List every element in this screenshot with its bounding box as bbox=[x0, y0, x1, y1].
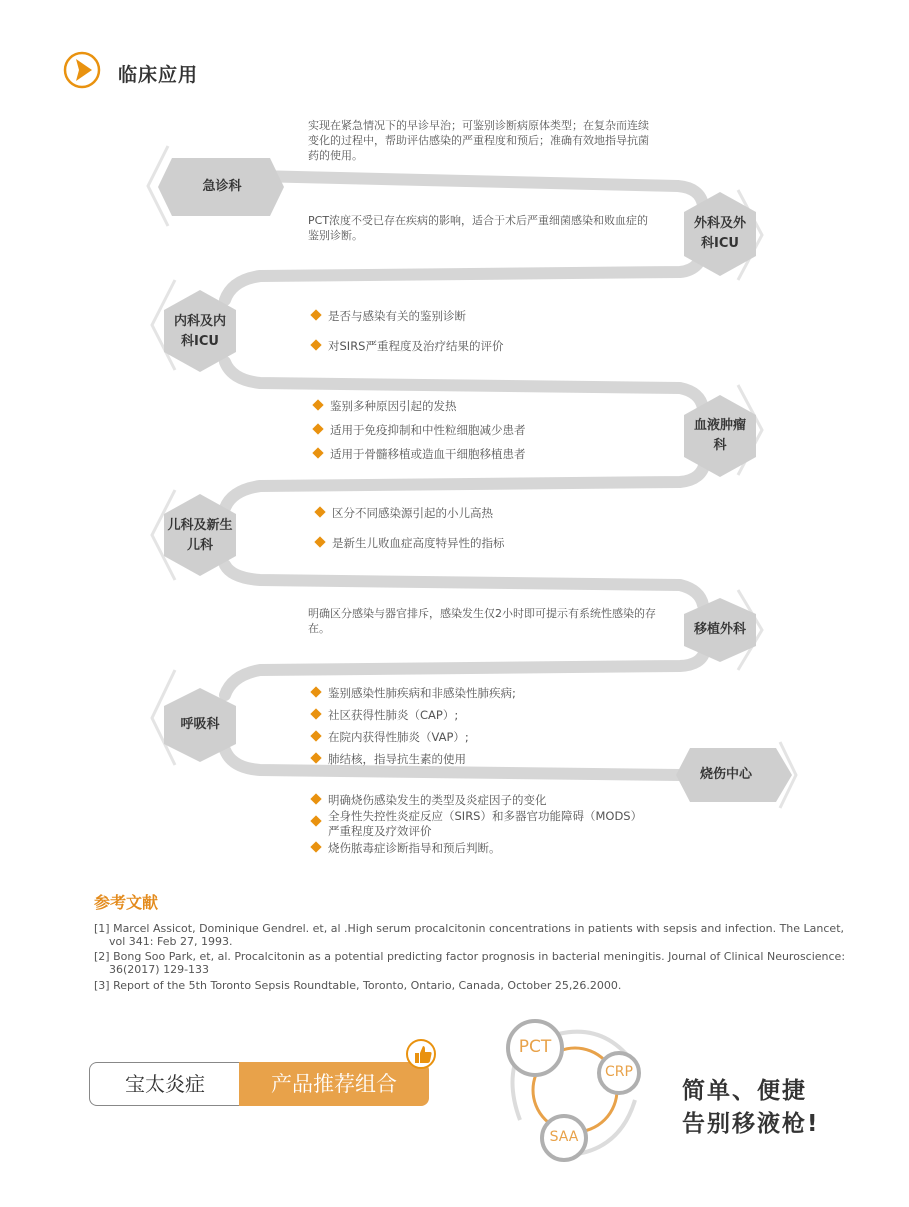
list-item: 是新生儿败血症高度特异性的指标 bbox=[314, 533, 505, 553]
dept-pediatrics: 儿科及新生儿科 bbox=[167, 518, 233, 553]
dept-hematology-oncology: 血液肿瘤科 bbox=[694, 418, 747, 453]
references-title: 参考文献 bbox=[94, 893, 159, 912]
product-cycle-diagram bbox=[500, 1010, 650, 1170]
list-item: 鉴别感染性肺疾病和非感染性肺疾病; bbox=[310, 682, 516, 704]
dept-surgery-icu: 外科及外科ICU bbox=[693, 216, 746, 251]
brand-box: 宝太炎症 bbox=[89, 1062, 240, 1106]
thumbs-up-icon bbox=[405, 1038, 437, 1070]
list-item: 对SIRS严重程度及治疗结果的评价 bbox=[310, 336, 503, 356]
list-item: 在院内获得性肺炎（VAP）; bbox=[310, 726, 516, 748]
reference-item: [3] Report of the 5th Toronto Sepsis Roundtable, Toronto, Ontario, Canada, October 25,26.2000. bbox=[94, 979, 622, 992]
desc-emergency: 实现在紧急情况下的早诊早治；可鉴别诊断病原体类型；在复杂而连续变化的过程中，帮助评估感染的严重程度和预后；准确有效地指导抗菌药的使用。 bbox=[308, 119, 649, 162]
bullets-burn bbox=[310, 792, 640, 857]
slogan: 简单、便捷 告别移液枪! bbox=[682, 1078, 820, 1137]
list-item: 适用于免疫抑制和中性粒细胞减少患者 bbox=[312, 420, 526, 440]
product-crp: CRP bbox=[605, 1064, 633, 1080]
bullets-hematology bbox=[312, 396, 526, 464]
dept-respiratory: 呼吸科 bbox=[180, 717, 220, 732]
product-saa: SAA bbox=[549, 1129, 579, 1145]
desc-surgery-icu: PCT浓度不受已存在疾病的影响，适合于术后严重细菌感染和败血症的鉴别诊断。 bbox=[308, 214, 649, 242]
dept-emergency: 急诊科 bbox=[202, 179, 242, 194]
reference-item: [1] Marcel Assicot, Dominique Gendrel. et, al .High serum procalcitonin concentrations in patients with sepsis and infection. The Lancet, vol 341: Feb 27, 1993. bbox=[94, 922, 845, 948]
bullets-pediatrics bbox=[314, 503, 505, 553]
reference-item: [2] Bong Soo Park, et, al. Procalcitonin as a potential predicting factor prognosis in bacterial meningitis. Journal of Clinical Neuroscience: 36(2017) 129-133 bbox=[94, 950, 846, 976]
dept-transplant-surgery: 移植外科 bbox=[693, 622, 746, 637]
product-combo-box: 产品推荐组合 bbox=[239, 1062, 429, 1106]
dept-internal-icu: 内科及内科ICU bbox=[173, 314, 226, 349]
section-title: 临床应用 bbox=[118, 64, 199, 86]
product-pct: PCT bbox=[518, 1037, 552, 1057]
list-item: 区分不同感染源引起的小儿高热 bbox=[314, 503, 505, 523]
list-item: 全身性失控性炎症反应（SIRS）和多器官功能障碍（MODS）严重程度及疗效评价 bbox=[310, 809, 640, 839]
dept-burn-center: 烧伤中心 bbox=[699, 767, 752, 782]
list-item: 社区获得性肺炎（CAP）; bbox=[310, 704, 516, 726]
list-item: 烧伤脓毒症诊断指导和预后判断。 bbox=[310, 839, 640, 857]
list-item: 肺结核，指导抗生素的使用 bbox=[310, 748, 516, 770]
list-item: 明确烧伤感染发生的类型及炎症因子的变化 bbox=[310, 792, 640, 809]
bullets-internal bbox=[310, 306, 503, 356]
list-item: 鉴别多种原因引起的发热 bbox=[312, 396, 526, 416]
bullets-respiratory bbox=[310, 682, 516, 770]
list-item: 适用于骨髓移植或造血干细胞移植患者 bbox=[312, 444, 526, 464]
list-item: 是否与感染有关的鉴别诊断 bbox=[310, 306, 503, 326]
desc-transplant: 明确区分感染与器官排斥，感染发生仅2小时即可提示有系统性感染的存在。 bbox=[308, 607, 656, 635]
